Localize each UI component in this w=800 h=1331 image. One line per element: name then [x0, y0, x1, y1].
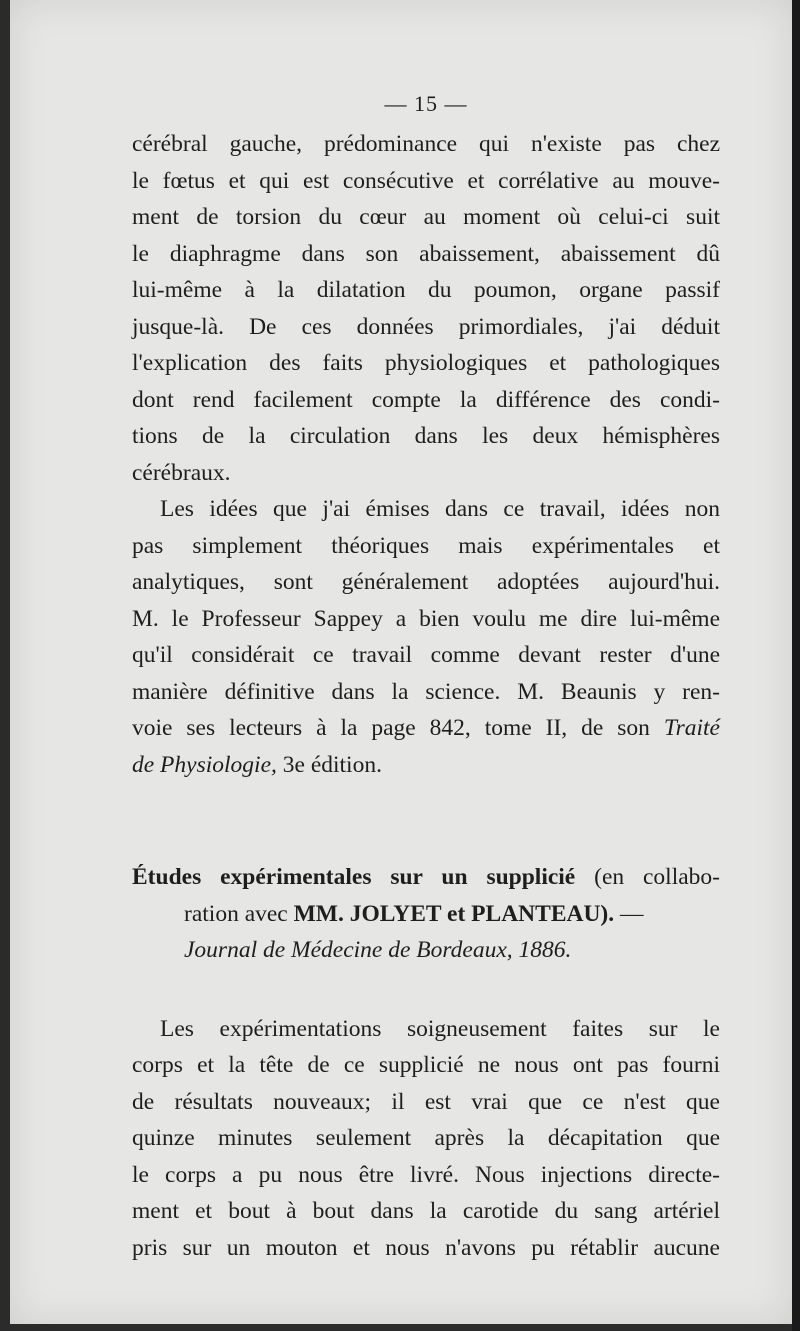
- text-line: [132, 710, 720, 747]
- text-line: manière définitive dans la science. M. Beaunis y ren-: [132, 678, 720, 705]
- paragraph-2: [132, 491, 720, 783]
- text-line: lui-même à la dilatation du poumon, organe passif: [132, 277, 720, 303]
- text-line: le corps a pu nous être livré. Nous injections directe-: [132, 1161, 720, 1188]
- text-line: Les expérimentations soigneusement faites sur le: [160, 1015, 720, 1042]
- heading-title-rest: (en collabo-: [575, 864, 720, 890]
- text-line: tions de la circulation dans les deux hémisphères: [132, 423, 720, 449]
- text-segment: voie ses lecteurs à la page 842, tome II, de son: [132, 715, 664, 741]
- text-line: pris sur un mouton et nous n'avons pu rétablir aucune: [132, 1234, 720, 1261]
- book-page: [10, 0, 792, 1324]
- text-line: corps et la tête de ce supplicié ne nous ont pas fourni: [132, 1052, 720, 1078]
- heading-segment: ration avec: [184, 900, 294, 927]
- journal-reference: Journal de Médecine de Bordeaux, 1886.: [184, 937, 572, 963]
- page-number: — 15 —: [384, 91, 468, 116]
- text-line: ment et bout à bout dans la carotide du sang artériel: [132, 1198, 720, 1224]
- text-line: cérébral gauche, prédominance qui n'existe pas chez: [132, 131, 720, 157]
- section-heading: [132, 859, 720, 969]
- text-line: le fœtus et qui est consécutive et corrélative au mouve-: [132, 167, 720, 194]
- heading-title-bold: Études expérimentales sur un supplicié: [132, 864, 576, 890]
- text-line: quinze minutes seulement après la décapitation que: [132, 1125, 720, 1151]
- heading-line: [132, 859, 720, 896]
- paragraph-3: [132, 1011, 720, 1267]
- text-line: qu'il considérait ce travail comme devant rester d'une: [132, 642, 720, 668]
- text-line: [132, 747, 720, 784]
- text-line: cérébraux.: [132, 459, 231, 486]
- text-line: Les idées que j'ai émises dans ce travail, idées non: [160, 496, 720, 522]
- page-edge-shadow: [792, 0, 800, 1331]
- text-line: le diaphragme dans son abaissement, abaissement dû: [132, 240, 720, 267]
- heading-dash: —: [614, 900, 644, 927]
- text-segment: 3e édition.: [276, 751, 382, 778]
- book-title-italic: de Physiologie,: [132, 751, 277, 778]
- paragraph-1: [132, 126, 720, 491]
- heading-line: [132, 896, 720, 933]
- book-title-italic: Traité: [663, 715, 720, 741]
- text-line: ment de torsion du cœur au moment où celui-ci suit: [132, 204, 720, 230]
- text-line: analytiques, sont généralement adoptées aujourd'hui.: [132, 569, 720, 595]
- heading-authors: MM. JOLYET et PLANTEAU).: [293, 900, 615, 927]
- spacer: [132, 969, 720, 1011]
- text-line: dont rend facilement compte la différence des condi-: [132, 386, 720, 413]
- text-column: [132, 82, 720, 1266]
- text-line: jusque-là. De ces données primordiales, j'ai déduit: [132, 313, 720, 340]
- text-line: de résultats nouveaux; il est vrai que ce n'est que: [132, 1088, 720, 1115]
- text-line: M. le Professeur Sappey a bien voulu me dire lui-même: [132, 605, 720, 632]
- text-line: l'explication des faits physiologiques et pathologiques: [132, 350, 720, 376]
- text-line: pas simplement théoriques mais expérimentales et: [132, 532, 720, 559]
